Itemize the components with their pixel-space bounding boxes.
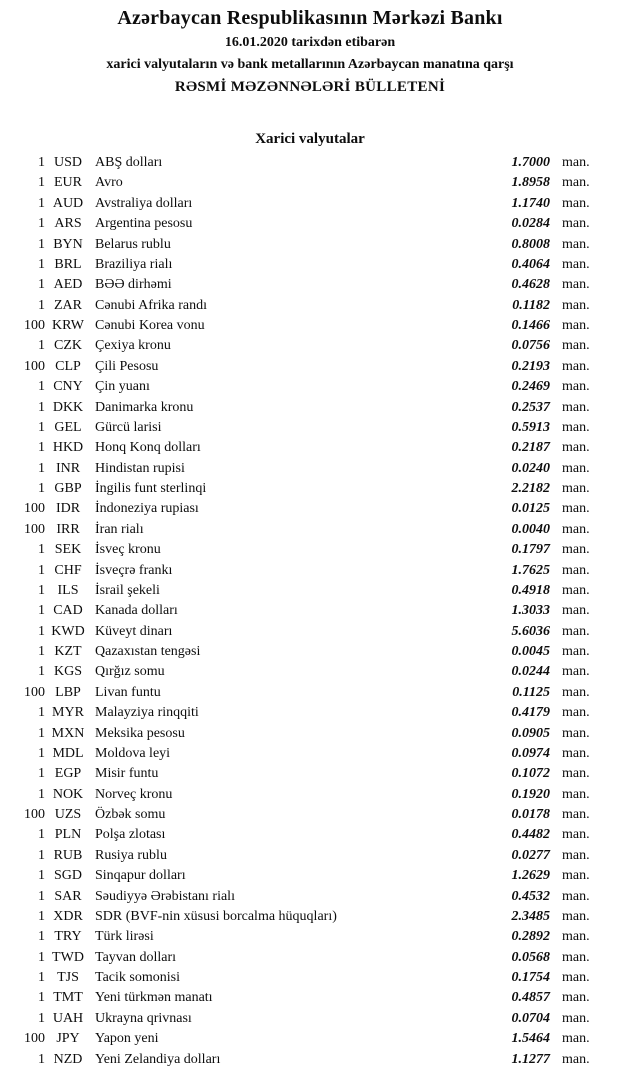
rate-value-cell: 0.1920 [511, 786, 550, 802]
table-row [8, 459, 596, 479]
unit-cell: man. [562, 970, 590, 985]
currency-code-cell: JPY [56, 1031, 80, 1047]
table-row [8, 805, 596, 825]
unit-cell: man. [562, 562, 590, 578]
currency-name-cell: Yeni türkmən manatı [95, 990, 213, 1006]
quantity-cell: 1 [38, 1010, 45, 1026]
currency-code-cell: IDR [55, 501, 81, 517]
table-row [8, 622, 596, 642]
currency-name-cell: Avstraliya dolları [95, 195, 193, 211]
currency-name-cell: Qazaxıstan tengəsi [95, 644, 201, 659]
currency-name-cell: Honq Konq dolları [95, 440, 201, 456]
currency-name-cell: Argentina pesosu [95, 216, 193, 232]
quantity-cell: 100 [24, 684, 45, 700]
rate-value-cell: 0.2537 [511, 399, 550, 415]
currency-name-cell: Avro [95, 175, 123, 191]
rate-value-cell: 0.1125 [512, 684, 550, 700]
unit-cell: man. [562, 175, 590, 191]
table-row [8, 988, 596, 1008]
currency-name-cell: Moldova leyi [95, 745, 171, 761]
rate-value-cell: 1.1277 [511, 1051, 550, 1067]
currency-code-cell: RUB [53, 847, 83, 863]
table-row [8, 927, 596, 947]
unit-cell: man. [562, 399, 590, 415]
currency-name-cell: Polşa zlotası [95, 827, 166, 843]
unit-cell: man. [562, 888, 590, 904]
quantity-cell: 1 [38, 745, 45, 761]
rate-value-cell: 5.6036 [511, 623, 550, 639]
rate-value-cell: 0.0756 [511, 338, 550, 354]
unit-cell: man. [562, 929, 590, 945]
currency-code-cell: MDL [52, 745, 84, 761]
quantity-cell: 1 [38, 908, 45, 924]
table-row [8, 194, 596, 214]
currency-code-cell: IRR [56, 521, 80, 537]
effective-date-line: 16.01.2020 tarixdən etibarən [224, 35, 396, 50]
unit-cell: man. [562, 419, 590, 435]
quantity-cell: 1 [38, 644, 45, 659]
quantity-cell: 1 [38, 277, 45, 293]
quantity-cell: 100 [24, 1031, 45, 1047]
unit-cell: man. [562, 705, 590, 721]
rate-value-cell: 0.1072 [511, 766, 550, 782]
currency-code-cell: XDR [53, 908, 83, 924]
table-row [8, 1029, 596, 1049]
currency-code-cell: LBP [55, 684, 81, 700]
table-row [8, 418, 596, 438]
currency-code-cell: USD [53, 155, 82, 170]
quantity-cell: 1 [38, 419, 45, 435]
rate-value-cell: 0.0244 [511, 664, 550, 680]
currency-name-cell: Belarus rublu [95, 236, 171, 252]
table-row [8, 275, 596, 295]
currency-code-cell: BYN [53, 236, 83, 252]
currency-name-cell: Səudiyyə Ərəbistanı rialı [95, 888, 235, 904]
quantity-cell: 1 [38, 155, 45, 170]
currency-name-cell: Misir funtu [95, 766, 159, 782]
rate-value-cell: 0.4064 [511, 256, 550, 272]
table-row [8, 744, 596, 764]
currency-code-cell: CNY [53, 379, 83, 395]
currency-name-cell: Cənubi Afrika randı [95, 297, 207, 313]
currency-name-cell: ABŞ dolları [95, 155, 163, 170]
currency-code-cell: ZAR [54, 297, 82, 313]
unit-cell: man. [562, 725, 590, 741]
currency-name-cell: Türk lirəsi [95, 929, 154, 945]
rate-value-cell: 1.5464 [511, 1031, 550, 1047]
currency-code-cell: TJS [57, 970, 79, 985]
currency-code-cell: ARS [54, 216, 82, 232]
quantity-cell: 1 [38, 236, 45, 252]
currency-name-cell: Tacik somonisi [95, 970, 180, 985]
table-row [8, 601, 596, 621]
currency-code-cell: EGP [54, 766, 82, 782]
currency-code-cell: TRY [54, 929, 82, 945]
unit-cell: man. [562, 216, 590, 232]
unit-cell: man. [562, 277, 590, 293]
rate-value-cell: 0.2892 [511, 929, 550, 945]
table-row [8, 1050, 596, 1070]
table-row [8, 357, 596, 377]
unit-cell: man. [562, 1010, 590, 1026]
rate-value-cell: 0.0178 [511, 807, 550, 822]
currency-name-cell: Norveç kronu [95, 786, 173, 802]
quantity-cell: 1 [38, 175, 45, 191]
rate-value-cell: 0.0905 [511, 725, 550, 741]
quantity-cell: 1 [38, 481, 45, 496]
unit-cell: man. [562, 440, 590, 456]
rate-value-cell: 0.0704 [511, 1010, 550, 1026]
quantity-cell: 1 [38, 379, 45, 395]
quantity-cell: 1 [38, 949, 45, 965]
unit-cell: man. [562, 358, 590, 374]
exchange-rates-table [0, 153, 620, 1070]
table-row [8, 825, 596, 845]
rate-value-cell: 0.4628 [511, 277, 550, 293]
rate-value-cell: 0.4857 [511, 990, 550, 1006]
currency-code-cell: PLN [54, 827, 82, 843]
quantity-cell: 1 [38, 623, 45, 639]
unit-cell: man. [562, 908, 590, 924]
unit-cell: man. [562, 990, 590, 1006]
currency-name-cell: İngilis funt sterlinqi [95, 481, 207, 496]
table-row [8, 479, 596, 499]
quantity-cell: 100 [24, 358, 45, 374]
table-row [8, 968, 596, 988]
unit-cell: man. [562, 542, 590, 558]
unit-cell: man. [562, 664, 590, 680]
currency-code-cell: KRW [52, 318, 84, 333]
unit-cell: man. [562, 155, 590, 170]
quantity-cell: 1 [38, 216, 45, 232]
quantity-cell: 1 [38, 705, 45, 721]
rate-value-cell: 1.3033 [511, 603, 550, 619]
currency-code-cell: NOK [52, 786, 84, 802]
table-row [8, 520, 596, 540]
currency-code-cell: CZK [54, 338, 82, 354]
quantity-cell: 1 [38, 786, 45, 802]
table-row [8, 846, 596, 866]
quantity-cell: 1 [38, 888, 45, 904]
quantity-cell: 1 [38, 847, 45, 863]
rate-value-cell: 0.0277 [511, 847, 550, 863]
currency-name-cell: Qırğız somu [95, 664, 165, 680]
unit-cell: man. [562, 379, 590, 395]
rate-value-cell: 0.1797 [511, 542, 550, 558]
unit-cell: man. [562, 684, 590, 700]
rate-value-cell: 0.2187 [511, 440, 550, 456]
unit-cell: man. [562, 195, 590, 211]
table-row [8, 296, 596, 316]
currency-code-cell: SGD [53, 868, 82, 884]
table-row [8, 764, 596, 784]
unit-cell: man. [562, 1051, 590, 1067]
currency-name-cell: Sinqapur dolları [95, 868, 186, 884]
table-row [8, 703, 596, 723]
currency-name-cell: Çexiya kronu [95, 338, 171, 354]
currency-code-cell: KGS [53, 664, 82, 680]
table-row [8, 336, 596, 356]
quantity-cell: 1 [38, 297, 45, 313]
table-row [8, 438, 596, 458]
unit-cell: man. [562, 460, 590, 476]
table-row [8, 662, 596, 682]
quantity-cell: 1 [38, 440, 45, 456]
unit-cell: man. [562, 949, 590, 965]
currency-name-cell: BƏƏ dirhəmi [95, 277, 172, 293]
table-row [8, 214, 596, 234]
quantity-cell: 1 [38, 562, 45, 578]
unit-cell: man. [562, 868, 590, 884]
quantity-cell: 1 [38, 542, 45, 558]
currency-code-cell: MYR [52, 705, 84, 721]
rate-value-cell: 0.4482 [511, 827, 550, 843]
currency-code-cell: UZS [54, 807, 82, 822]
unit-cell: man. [562, 603, 590, 619]
currency-code-cell: TMT [53, 990, 83, 1006]
quantity-cell: 1 [38, 338, 45, 354]
table-row [8, 907, 596, 927]
rate-value-cell: 0.4532 [511, 888, 550, 904]
unit-cell: man. [562, 236, 590, 252]
unit-cell: man. [562, 481, 590, 496]
currency-name-cell: İndoneziya rupiası [95, 501, 199, 517]
currency-code-cell: ILS [57, 582, 79, 598]
rate-value-cell: 0.4179 [511, 705, 550, 721]
currency-code-cell: KWD [51, 623, 85, 639]
currency-name-cell: Küveyt dinarı [95, 623, 173, 639]
rate-value-cell: 0.4918 [511, 582, 550, 598]
unit-cell: man. [562, 827, 590, 843]
quantity-cell: 100 [24, 318, 45, 333]
unit-cell: man. [562, 745, 590, 761]
table-row [8, 866, 596, 886]
currency-code-cell: SAR [54, 888, 82, 904]
rate-value-cell: 0.2469 [511, 379, 550, 395]
currency-name-cell: Rusiya rublu [95, 847, 167, 863]
table-row [8, 398, 596, 418]
quantity-cell: 1 [38, 195, 45, 211]
rate-value-cell: 0.0568 [511, 949, 550, 965]
unit-cell: man. [562, 807, 590, 822]
rate-value-cell: 0.0125 [511, 501, 550, 517]
quantity-cell: 100 [24, 501, 45, 517]
rate-value-cell: 2.3485 [511, 908, 550, 924]
table-row [8, 948, 596, 968]
bulletin-subtitle: xarici valyutaların və bank metallarının Azərbaycan manatına qarşı [106, 57, 514, 72]
unit-cell: man. [562, 847, 590, 863]
table-row [8, 316, 596, 336]
quantity-cell: 1 [38, 766, 45, 782]
unit-cell: man. [562, 521, 590, 537]
table-row [8, 724, 596, 744]
bulletin-title: RƏSMİ MƏZƏNNƏLƏRİ BÜLLETENİ [174, 79, 446, 95]
currency-name-cell: Malayziya rinqqiti [95, 705, 199, 721]
rate-value-cell: 0.0974 [511, 745, 550, 761]
quantity-cell: 1 [38, 256, 45, 272]
currency-code-cell: DKK [52, 399, 84, 415]
unit-cell: man. [562, 582, 590, 598]
unit-cell: man. [562, 256, 590, 272]
quantity-cell: 1 [38, 970, 45, 985]
currency-code-cell: AED [53, 277, 83, 293]
currency-code-cell: UAH [52, 1010, 84, 1026]
currency-code-cell: BRL [54, 256, 82, 272]
currency-name-cell: İsveçrə frankı [95, 562, 173, 578]
rate-value-cell: 0.1466 [511, 318, 550, 333]
quantity-cell: 1 [38, 990, 45, 1006]
table-row [8, 540, 596, 560]
table-row [8, 887, 596, 907]
rate-value-cell: 1.1740 [511, 195, 550, 211]
currency-name-cell: Özbək somu [95, 807, 166, 822]
currency-code-cell: NZD [53, 1051, 83, 1067]
rate-value-cell: 0.0240 [511, 460, 550, 476]
rate-value-cell: 0.0284 [511, 216, 550, 232]
table-row [8, 255, 596, 275]
quantity-cell: 100 [24, 521, 45, 537]
rate-value-cell: 0.1754 [511, 970, 550, 985]
currency-name-cell: Braziliya rialı [95, 256, 173, 272]
currency-name-cell: Meksika pesosu [95, 725, 185, 741]
currency-code-cell: SEK [54, 542, 82, 558]
table-row [8, 499, 596, 519]
rate-value-cell: 2.2182 [511, 481, 550, 496]
quantity-cell: 100 [24, 807, 45, 822]
currency-name-cell: Gürcü larisi [95, 419, 162, 435]
currency-name-cell: İsveç kronu [95, 542, 161, 558]
quantity-cell: 1 [38, 725, 45, 741]
currency-name-cell: Livan funtu [95, 684, 161, 700]
rate-value-cell: 0.0040 [511, 521, 550, 537]
unit-cell: man. [562, 623, 590, 639]
currency-code-cell: HKD [52, 440, 84, 456]
currency-name-cell: İsrail şekeli [95, 582, 160, 598]
unit-cell: man. [562, 318, 590, 333]
unit-cell: man. [562, 501, 590, 517]
rate-value-cell: 1.2629 [511, 868, 550, 884]
unit-cell: man. [562, 1031, 590, 1047]
unit-cell: man. [562, 338, 590, 354]
table-row [8, 561, 596, 581]
rate-value-cell: 0.2193 [511, 358, 550, 374]
rate-value-cell: 0.0045 [511, 644, 550, 659]
quantity-cell: 1 [38, 868, 45, 884]
currency-code-cell: KZT [54, 644, 82, 659]
quantity-cell: 1 [38, 582, 45, 598]
rate-value-cell: 1.7000 [511, 155, 550, 170]
quantity-cell: 1 [38, 1051, 45, 1067]
currency-name-cell: Danimarka kronu [95, 399, 194, 415]
rate-value-cell: 1.7625 [511, 562, 550, 578]
quantity-cell: 1 [38, 399, 45, 415]
rate-value-cell: 0.8008 [511, 236, 550, 252]
currency-name-cell: Yeni Zelandiya dolları [95, 1051, 221, 1067]
currency-name-cell: İran rialı [95, 521, 144, 537]
currency-code-cell: EUR [54, 175, 82, 191]
rate-value-cell: 0.1182 [512, 297, 550, 313]
unit-cell: man. [562, 786, 590, 802]
rate-value-cell: 0.5913 [511, 419, 550, 435]
currency-name-cell: Cənubi Korea vonu [95, 318, 205, 333]
currency-name-cell: Çin yuanı [95, 379, 150, 395]
rate-value-cell: 1.8958 [511, 175, 550, 191]
unit-cell: man. [562, 766, 590, 782]
currency-code-cell: AUD [52, 195, 84, 211]
currency-name-cell: Ukrayna qrivnası [95, 1010, 192, 1026]
quantity-cell: 1 [38, 460, 45, 476]
currency-name-cell: Çili Pesosu [95, 358, 159, 374]
table-row [8, 235, 596, 255]
currency-code-cell: CLP [55, 358, 81, 374]
table-row [8, 173, 596, 193]
quantity-cell: 1 [38, 664, 45, 680]
table-row [8, 377, 596, 397]
currency-name-cell: Yapon yeni [95, 1031, 159, 1047]
table-row [8, 153, 596, 173]
currency-name-cell: SDR (BVF-nin xüsusi borcalma hüquqları) [95, 908, 337, 924]
unit-cell: man. [562, 644, 590, 659]
currency-code-cell: CAD [53, 603, 83, 619]
table-row [8, 785, 596, 805]
table-row [8, 581, 596, 601]
table-row [8, 683, 596, 703]
quantity-cell: 1 [38, 603, 45, 619]
currency-code-cell: CHF [54, 562, 82, 578]
currency-name-cell: Hindistan rupisi [95, 460, 185, 476]
quantity-cell: 1 [38, 827, 45, 843]
currency-code-cell: GBP [54, 481, 82, 496]
table-row [8, 642, 596, 662]
section-title-foreign-currencies: Xarici valyutalar [255, 131, 365, 147]
table-row [8, 1009, 596, 1029]
quantity-cell: 1 [38, 929, 45, 945]
unit-cell: man. [562, 297, 590, 313]
currency-code-cell: INR [55, 460, 81, 476]
bulletin-header [0, 5, 620, 99]
currency-name-cell: Kanada dolları [95, 603, 178, 619]
currency-code-cell: MXN [51, 725, 85, 741]
currency-code-cell: GEL [54, 419, 82, 435]
bank-name-title: Azərbaycan Respublikasının Mərkəzi Bankı [117, 7, 503, 29]
currency-name-cell: Tayvan dolları [95, 949, 177, 965]
currency-code-cell: TWD [52, 949, 84, 965]
